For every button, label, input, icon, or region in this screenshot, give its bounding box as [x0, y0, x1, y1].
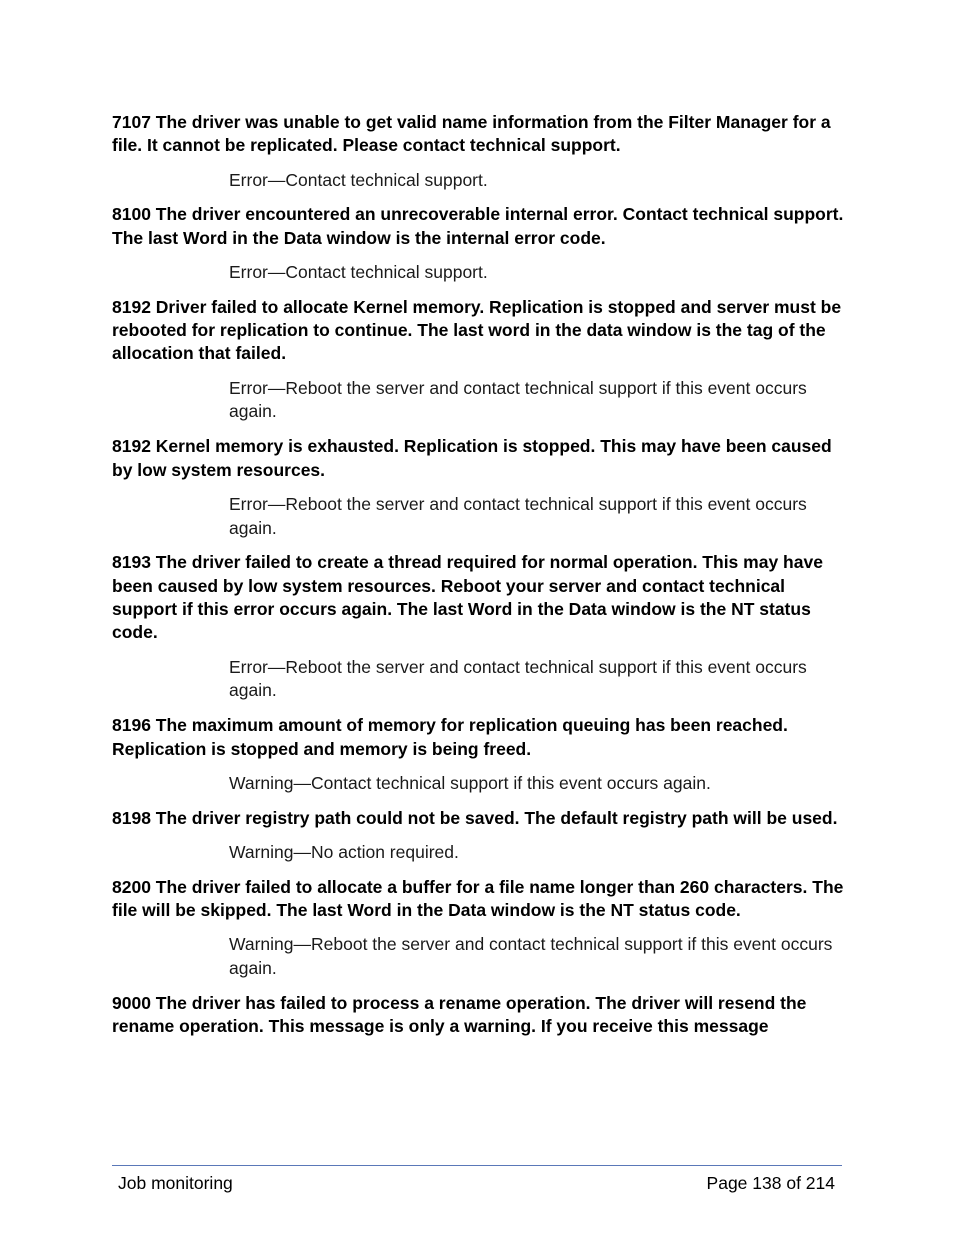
event-description: Warning—No action required.: [229, 841, 459, 862]
event-description: Warning—Reboot the server and contact technical support if this event occurs again.: [229, 934, 833, 979]
event-description: Error—Contact technical support.: [229, 261, 488, 282]
event-title: 8100 The driver encountered an unrecoverable internal error. Contact technical support. The last Word in the Data window is the internal error code.: [112, 204, 844, 248]
event-description: Warning—Contact technical support if this event occurs again.: [229, 772, 711, 793]
footer-divider: [112, 1165, 842, 1166]
event-description: Error—Contact technical support.: [229, 169, 488, 190]
event-title: 8193 The driver failed to create a thread required for normal operation. This may have been caused by low system resources. Reboot your server and contact technical support if this error occurs again. The last Word in the Data window is the NT status code.: [112, 552, 823, 643]
event-title: 8200 The driver failed to allocate a buffer for a file name longer than 260 characters. The file will be skipped. The last Word in the Data window is the NT status code.: [112, 876, 844, 921]
event-title: 7107 The driver was unable to get valid name information from the Filter Manager for a file. It cannot be replicated. Please contact technical support.: [112, 112, 831, 156]
footer-page-number: Page 138 of 214: [706, 1173, 835, 1193]
footer-section-name: Job monitoring: [118, 1173, 233, 1193]
event-description: Error—Reboot the server and contact technical support if this event occurs again.: [229, 656, 807, 701]
event-title: 8198 The driver registry path could not be saved. The default registry path will be used.: [112, 807, 838, 828]
event-title: 8196 The maximum amount of memory for replication queuing has been reached. Replication is stopped and memory is being freed.: [112, 715, 788, 759]
event-list: [112, 111, 844, 1039]
event-description: Error—Reboot the server and contact technical support if this event occurs again.: [229, 377, 807, 422]
event-title: 9000 The driver has failed to process a rename operation. The driver will resend the rename operation. This message is only a warning. If you receive this message: [112, 992, 807, 1037]
event-description: Error—Reboot the server and contact technical support if this event occurs again.: [229, 493, 807, 538]
event-title: 8192 Driver failed to allocate Kernel memory. Replication is stopped and server must be rebooted for replication to continue. The last word in the data window is the tag of the allocation that failed.: [112, 296, 842, 364]
event-title: 8192 Kernel memory is exhausted. Replication is stopped. This may have been caused by low system resources.: [112, 436, 832, 480]
